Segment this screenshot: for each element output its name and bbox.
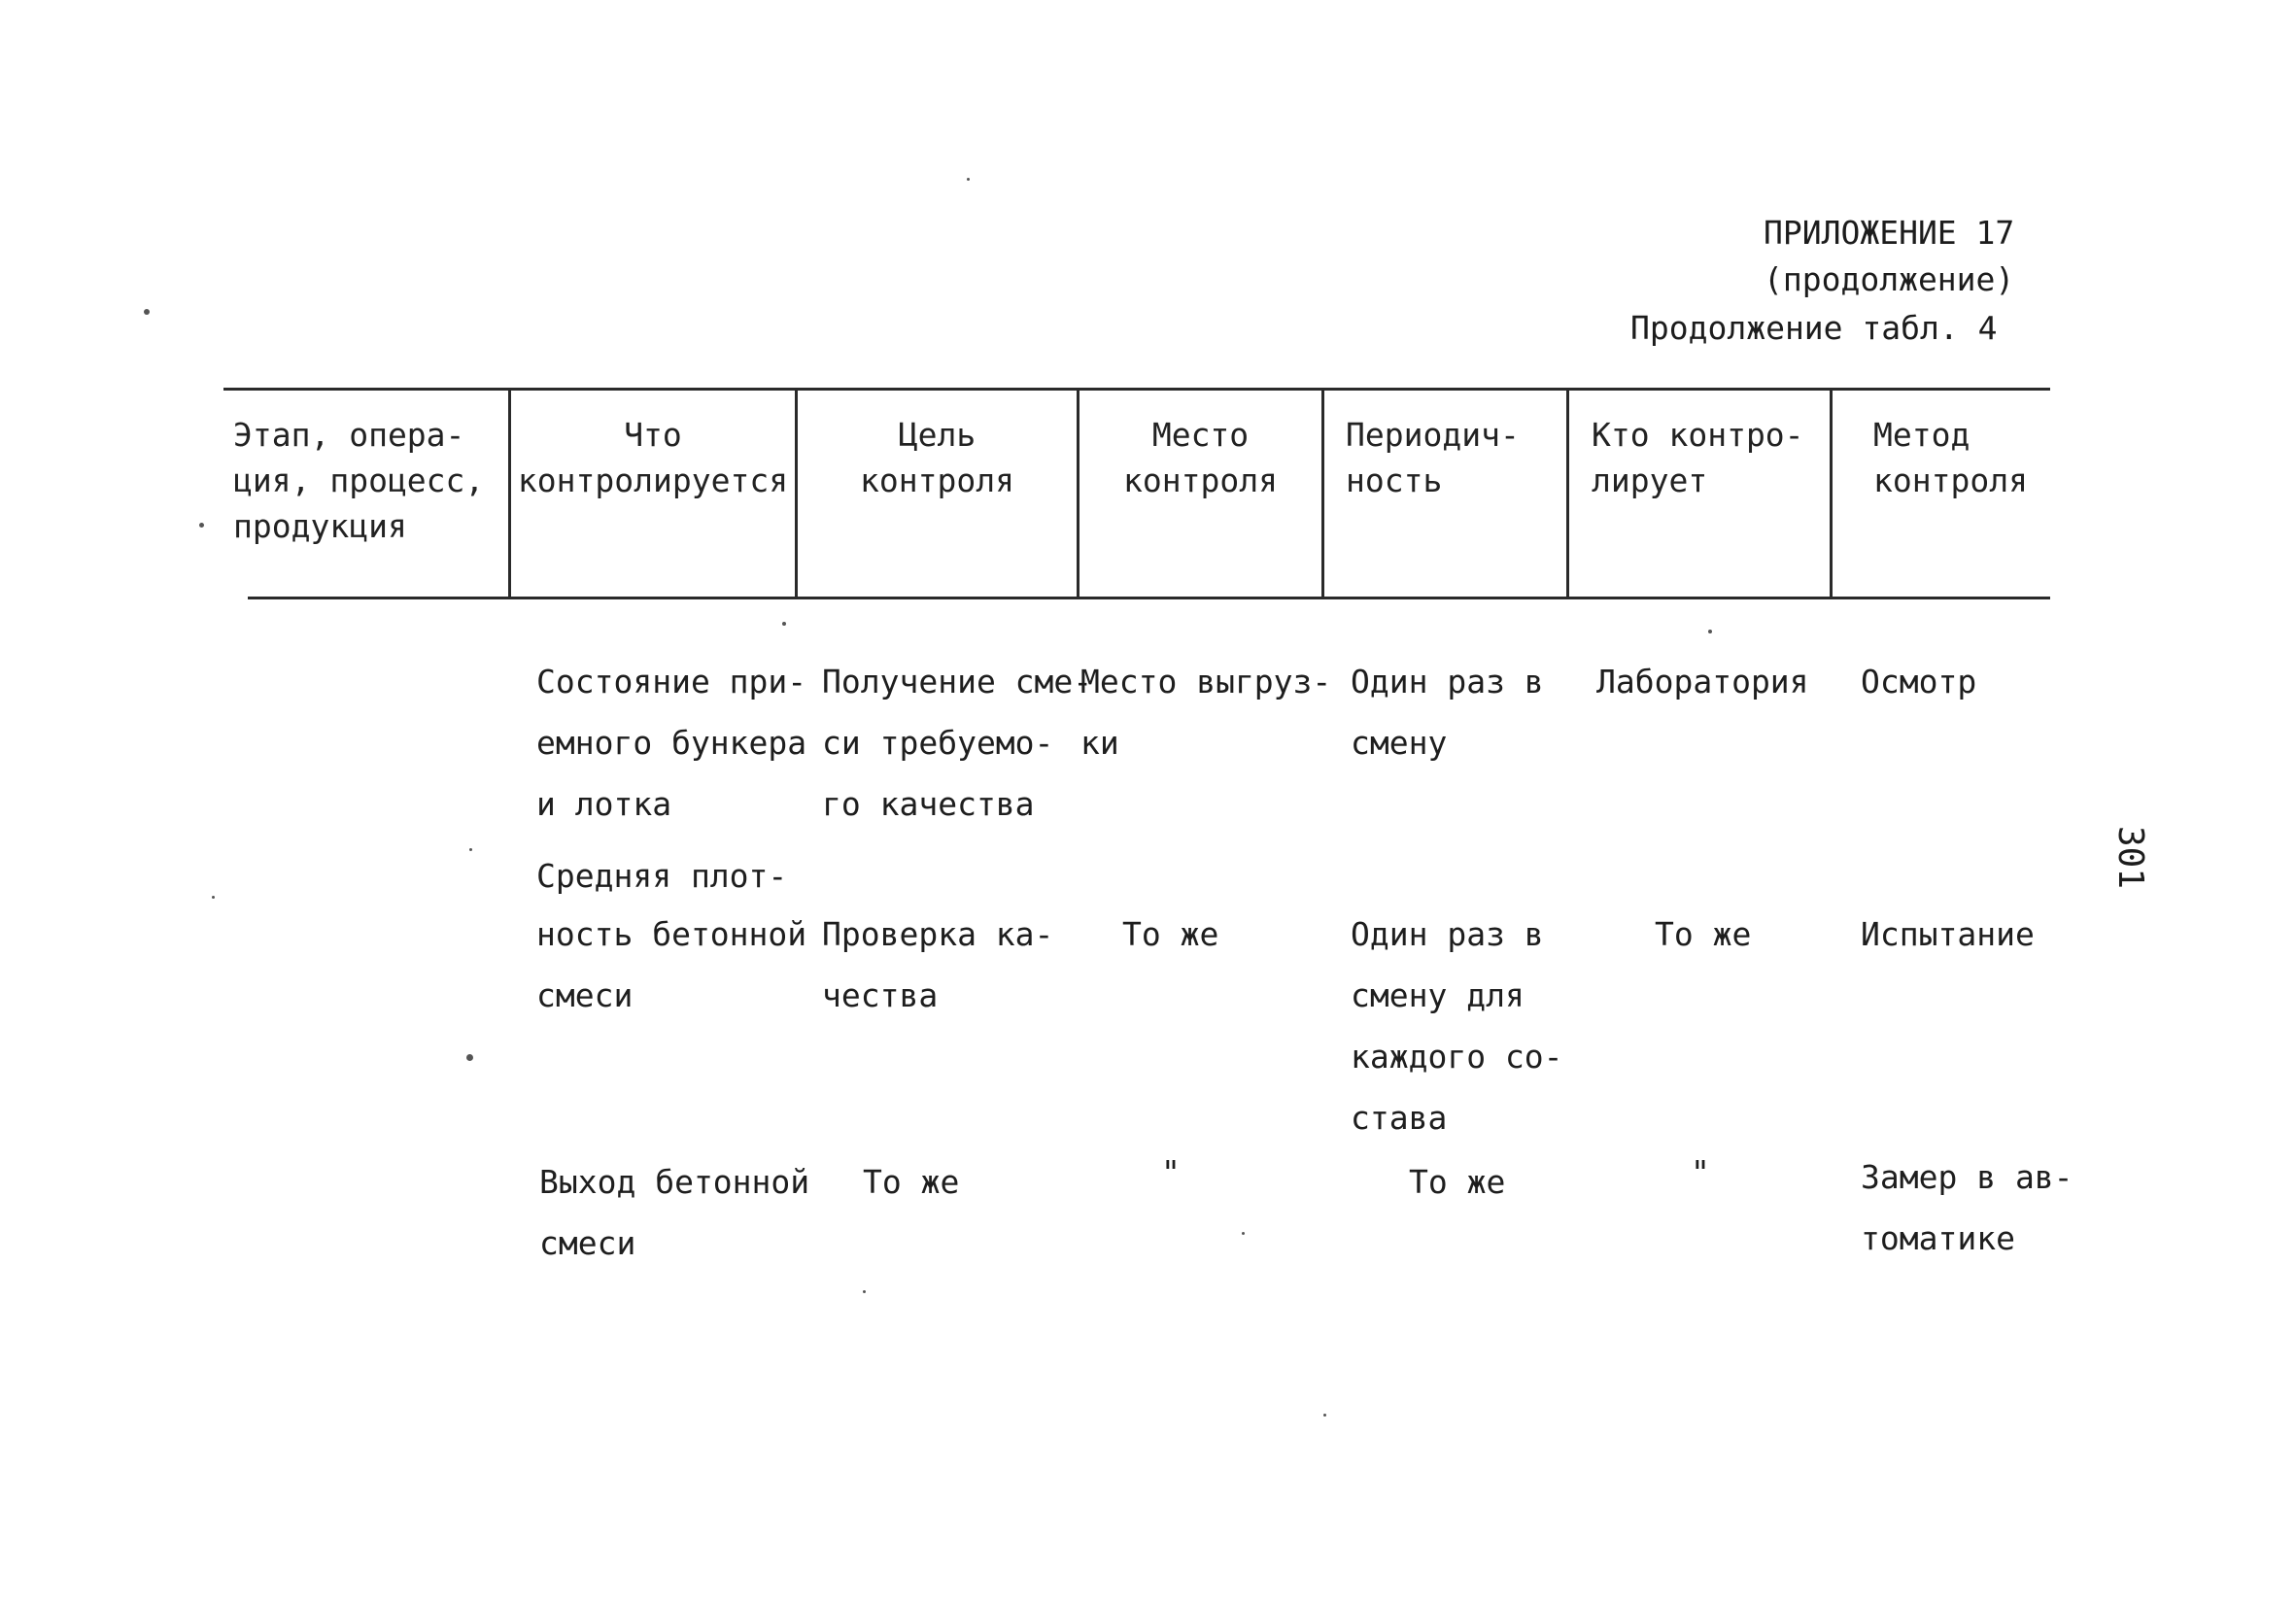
cell-period: Один раз в смену bbox=[1351, 663, 1544, 762]
cell-goal: Проверка ка- чества bbox=[822, 915, 1054, 1014]
cell-who: Лаборатория bbox=[1596, 663, 1809, 700]
scan-speck bbox=[212, 896, 215, 899]
scan-speck bbox=[967, 178, 970, 181]
cell-what: ность бетонной смеси bbox=[536, 915, 807, 1014]
column-header-period: Периодич- ность bbox=[1346, 416, 1520, 499]
column-header-stage: Этап, опера- ция, процесс, продукция bbox=[233, 416, 485, 545]
appendix-title: ПРИЛОЖЕНИЕ 17 bbox=[1764, 214, 2015, 252]
cell-place: То же bbox=[1122, 915, 1219, 953]
table-continuation-label: Продолжение табл. 4 bbox=[1630, 309, 1998, 347]
cell-goal: То же bbox=[863, 1163, 960, 1201]
cell-who: То же bbox=[1655, 915, 1752, 953]
column-divider bbox=[1321, 391, 1324, 597]
scan-speck bbox=[469, 848, 472, 851]
scan-speck bbox=[863, 1290, 866, 1293]
column-divider bbox=[1830, 391, 1833, 597]
cell-place: " bbox=[1161, 1153, 1181, 1191]
column-header-goal: Цель контроля bbox=[860, 416, 1014, 499]
page-number: 301 bbox=[2110, 825, 2151, 890]
column-header-who: Кто контро- лирует bbox=[1592, 416, 1804, 499]
scan-speck bbox=[466, 1054, 473, 1061]
cell-method: Замер в ав- томатике bbox=[1861, 1158, 2073, 1257]
scan-speck bbox=[199, 523, 204, 528]
column-header-place: Место контроля bbox=[1123, 416, 1278, 499]
scan-speck bbox=[1323, 1414, 1326, 1417]
scan-speck bbox=[1708, 630, 1712, 633]
cell-what: Выход бетонной смеси bbox=[539, 1163, 810, 1262]
cell-period: То же bbox=[1409, 1163, 1506, 1201]
scan-speck bbox=[1242, 1232, 1245, 1235]
appendix-continuation: (продолжение) bbox=[1764, 260, 2015, 298]
cell-place: Место выгруз- ки bbox=[1080, 663, 1332, 762]
cell-method: Осмотр bbox=[1861, 663, 1977, 700]
column-divider bbox=[1566, 391, 1569, 597]
header-bottom-rule bbox=[248, 597, 2050, 599]
cell-period: Один раз в смену для каждого со- става bbox=[1351, 915, 1563, 1137]
column-header-method: Метод контроля bbox=[1873, 416, 2028, 499]
cell-method: Испытание bbox=[1861, 915, 2035, 953]
column-header-what: Что контролируется bbox=[517, 416, 789, 499]
cell-goal: Получение сме- си требуемо- го качества bbox=[822, 663, 1093, 823]
cell-who: " bbox=[1691, 1153, 1710, 1191]
cell-what-lead: Средняя плот- bbox=[536, 857, 788, 895]
scan-speck bbox=[782, 622, 786, 626]
scan-speck bbox=[144, 309, 150, 315]
cell-what: Состояние при- емного бункера и лотка bbox=[536, 663, 807, 823]
header-top-rule bbox=[223, 388, 2050, 391]
